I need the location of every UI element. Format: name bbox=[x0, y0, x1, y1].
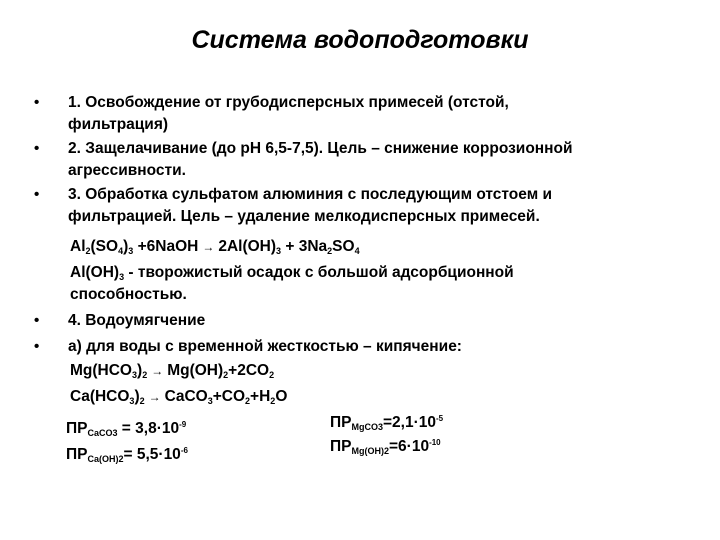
bullet-icon: • bbox=[34, 338, 40, 355]
subscript: 2 bbox=[327, 246, 333, 256]
formula-part: Mg(HCO bbox=[70, 362, 132, 379]
formula-part: ) bbox=[134, 388, 140, 405]
list-item-line: фильтрация) bbox=[68, 116, 169, 133]
solubility-product-caoh2 bbox=[66, 446, 188, 464]
pr-value: = 3,8·10 bbox=[117, 420, 180, 437]
list-item bbox=[34, 336, 462, 358]
subscript: 3 bbox=[207, 396, 213, 406]
formula-part: Al(OH) bbox=[70, 264, 120, 281]
list-item-line: 2. Защелачивание (до рН 6,5-7,5). Цель – снижение коррозионной bbox=[68, 140, 573, 157]
formula-part: +H bbox=[250, 388, 271, 405]
list-item bbox=[34, 92, 509, 136]
subscript: MgCO3 bbox=[351, 422, 383, 432]
subscript: 3 bbox=[119, 272, 125, 282]
list-item-line: 3. Обработка сульфатом алюминия с последующим отстоем и bbox=[68, 186, 552, 203]
formula-part: +CO bbox=[212, 388, 246, 405]
list-item-line: агрессивности. bbox=[68, 162, 186, 179]
superscript: -10 bbox=[429, 438, 441, 447]
superscript: -9 bbox=[179, 420, 187, 429]
subscript: 2 bbox=[139, 396, 145, 406]
superscript: -5 bbox=[436, 414, 444, 423]
arrow-icon: → bbox=[202, 240, 215, 254]
solubility-product-mgoh2 bbox=[330, 438, 441, 456]
formula-part: SO bbox=[332, 238, 355, 255]
solubility-product-mgco3 bbox=[330, 414, 443, 432]
subscript: 4 bbox=[118, 246, 124, 256]
subscript: 3 bbox=[276, 246, 282, 256]
formula-part: +6NaOH bbox=[133, 238, 199, 255]
note-text: - творожистый осадок с большой адсорбционной bbox=[124, 264, 514, 281]
list-item bbox=[34, 138, 573, 182]
formula-part: Mg(OH) bbox=[167, 362, 224, 379]
subscript: Ca(OH)2 bbox=[87, 454, 124, 464]
note-line bbox=[70, 262, 514, 284]
list-item-line: 1. Освобождение от грубодисперсных примесей (отстой, bbox=[68, 94, 509, 111]
subscript: 2 bbox=[223, 370, 229, 380]
bullet-icon: • bbox=[34, 140, 40, 157]
aluminium-hydroxide-note bbox=[70, 262, 514, 306]
subscript: 2 bbox=[245, 396, 251, 406]
pr-value: = 5,5·10 bbox=[123, 446, 181, 463]
bullet-icon: • bbox=[34, 186, 40, 203]
list-item bbox=[34, 184, 552, 228]
pr-label: ПР bbox=[330, 414, 352, 431]
arrow-icon: → bbox=[151, 364, 164, 378]
pr-value: =6·10 bbox=[388, 438, 430, 455]
list-item-line: 4. Водоумягчение bbox=[68, 312, 206, 329]
subscript: 3 bbox=[132, 370, 138, 380]
subscript: 2 bbox=[85, 246, 91, 256]
pr-label: ПР bbox=[66, 446, 88, 463]
formula-part: +2CO bbox=[228, 362, 270, 379]
subscript: 3 bbox=[129, 396, 135, 406]
subscript: 2 bbox=[270, 396, 276, 406]
list-item bbox=[34, 310, 206, 332]
formula-part: CaCO bbox=[164, 388, 208, 405]
solubility-product-caco3 bbox=[66, 420, 186, 438]
formula-part: ) bbox=[137, 362, 143, 379]
bullet-icon: • bbox=[34, 312, 40, 329]
formula-part: (SO bbox=[90, 238, 119, 255]
list-item-line: а) для воды с временной жесткостью – кипячение: bbox=[68, 338, 462, 355]
list-item-line: фильтрацией. Цель – удаление мелкодисперсных примесей. bbox=[68, 208, 540, 225]
slide-title: Система водоподготовки bbox=[191, 26, 529, 54]
subscript: CaCO3 bbox=[87, 428, 118, 438]
superscript: -6 bbox=[180, 446, 188, 455]
subscript: 2 bbox=[269, 370, 275, 380]
formula-part: ) bbox=[123, 238, 129, 255]
bullet-icon: • bbox=[34, 94, 40, 111]
reaction-aluminium-sulfate bbox=[70, 236, 360, 258]
arrow-icon: → bbox=[148, 390, 161, 404]
subscript: Mg(OH)2 bbox=[351, 446, 389, 456]
formula-part: O bbox=[275, 388, 288, 405]
subscript: 4 bbox=[354, 246, 360, 256]
subscript: 3 bbox=[128, 246, 134, 256]
pr-label: ПР bbox=[330, 438, 352, 455]
formula-part: 2Al(OH) bbox=[218, 238, 277, 255]
subscript: 2 bbox=[142, 370, 148, 380]
note-line: способностью. bbox=[70, 286, 187, 303]
formula-part: Al bbox=[70, 238, 86, 255]
formula-part: + 3Na bbox=[281, 238, 328, 255]
reaction-calcium-bicarbonate bbox=[70, 386, 287, 408]
formula-part: Ca(HCO bbox=[70, 388, 130, 405]
pr-value: =2,1·10 bbox=[382, 414, 436, 431]
pr-label: ПР bbox=[66, 420, 88, 437]
reaction-magnesium-bicarbonate bbox=[70, 360, 274, 382]
